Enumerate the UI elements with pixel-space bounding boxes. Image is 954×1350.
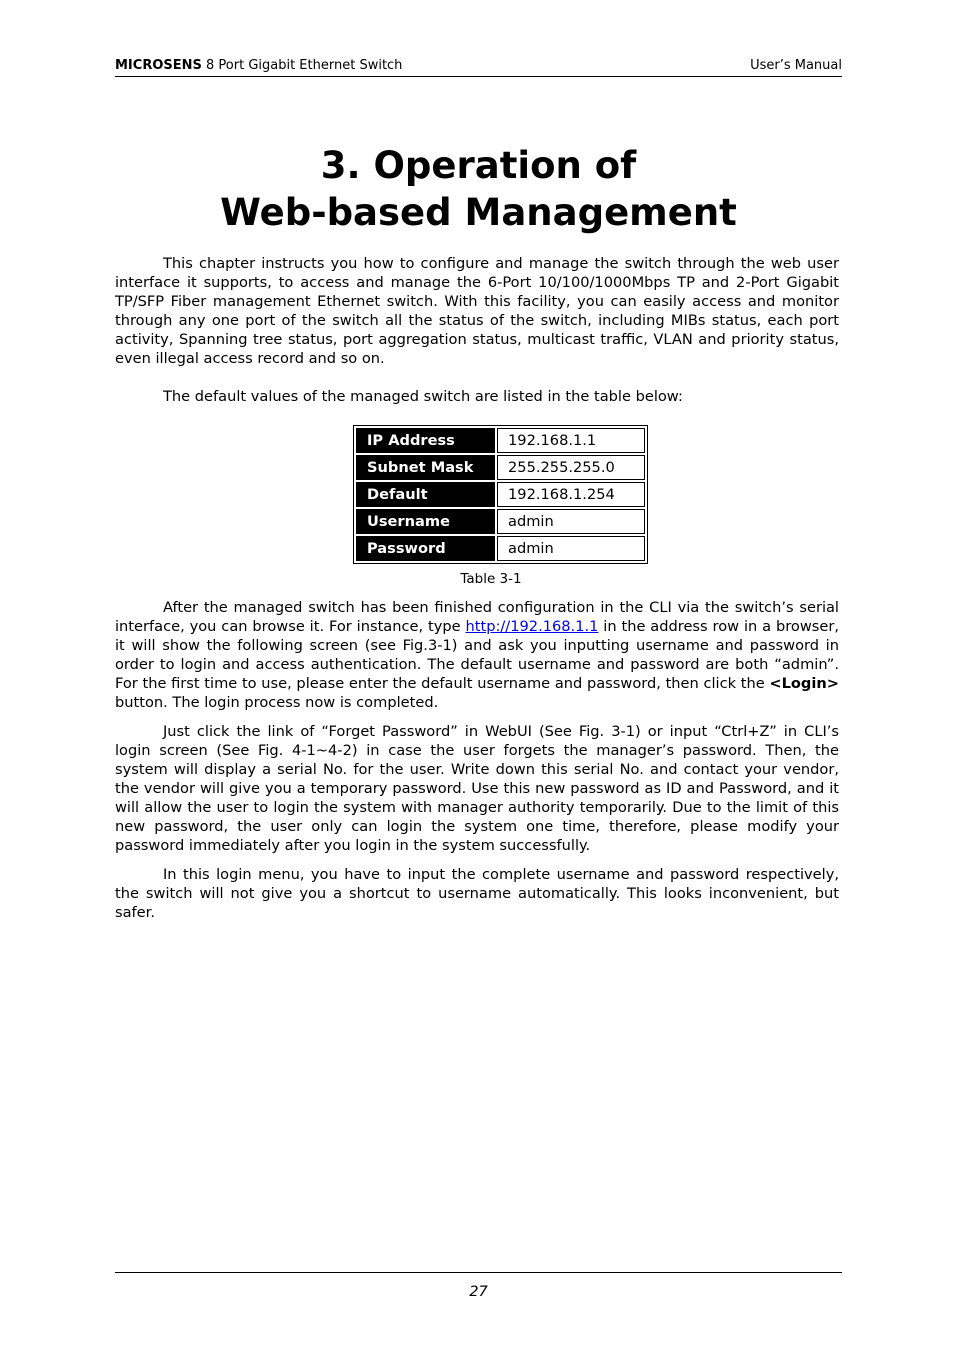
table-key-cell: Password [356, 536, 495, 561]
header-brand: MICROSENS [115, 58, 202, 73]
login-paragraph [115, 598, 839, 712]
defaults-intro-paragraph [115, 387, 839, 406]
table-key-cell: Subnet Mask [356, 455, 495, 480]
table-row [356, 482, 645, 507]
header-product [115, 57, 402, 75]
default-ip-link[interactable]: http://192.168.1.1 [465, 618, 599, 635]
table-value-cell: admin [497, 509, 645, 534]
header-manual: User’s Manual [750, 58, 842, 73]
table-row [356, 455, 645, 480]
login-text-part-1: After the managed switch has been finished configuration in the CLI via the switch’s serial interface, you can browse it. For instance, type [115, 599, 839, 635]
table-row [356, 428, 645, 453]
defaults-table [353, 425, 648, 564]
defaults-intro-text: The default values of the managed switch are listed in the table below: [163, 388, 683, 405]
table-value-cell: 192.168.1.1 [497, 428, 645, 453]
footer-divider [115, 1272, 842, 1273]
intro-text: This chapter instructs you how to configure and manage the switch through the web user interface it supports, to access and manage the 6-Port 10/100/1000Mbps TP and 2-Port Gigabit TP/SFP Fiber management Ethernet switch. With this facility, you can easily access and monitor through any one port of the switch all the status of the switch, including MIBs status, each port activity, Spanning tree status, port aggregation status, multicast traffic, VLAN and priority status, even illegal access record and so on. [115, 255, 839, 367]
chapter-title-line-1: 3. Operation of [320, 144, 637, 187]
table-key-cell: IP Address [356, 428, 495, 453]
page-header [115, 57, 842, 77]
page-number: 27 [469, 1283, 488, 1300]
table-value-cell: admin [497, 536, 645, 561]
table-value-cell: 192.168.1.254 [497, 482, 645, 507]
login-text [115, 598, 839, 712]
table-caption: Table 3-1 [460, 571, 522, 587]
forget-password-paragraph [115, 722, 839, 855]
intro-paragraph [115, 254, 839, 368]
chapter-title [115, 142, 842, 236]
header-product-name: 8 Port Gigabit Ethernet Switch [201, 58, 403, 73]
login-text-part-2: in the address row in a browser, it will show the following screen (see Fig.3-1) and ask you inputting username and password in order to login and access authentication. The default username and password are both “admin”. For the first time to use, please enter the default username and password, then click the [115, 618, 839, 692]
table-key-cell: Default [356, 482, 495, 507]
table-row [356, 536, 645, 561]
table-value-cell: 255.255.255.0 [497, 455, 645, 480]
login-text-part-3: button. The login process now is completed. [115, 694, 439, 711]
table-key-cell: Username [356, 509, 495, 534]
chapter-title-line-2: Web-based Management [220, 191, 737, 234]
table-row [356, 509, 645, 534]
forget-password-text: Just click the link of “Forget Password” in WebUI (See Fig. 3-1) or input “Ctrl+Z” in CLI’s login screen (See Fig. 4-1~4-2) in case the user forgets the manager’s password. Then, the system will display a serial No. for the user. Write down this serial No. and contact your vendor, the vendor will give you a temporary password. Use this new password as ID and Password, and it will allow the user to login the system with manager authority temporarily. Due to the limit of this new password, the user only can login the system one time, therefore, please modify your password immediately after you login in the system successfully. [115, 723, 839, 854]
login-menu-text: In this login menu, you have to input the complete username and password respectively, the switch will not give you a shortcut to username automatically. This looks inconvenient, but safer. [115, 866, 839, 921]
login-button-reference: <Login> [769, 675, 839, 692]
login-menu-paragraph [115, 865, 839, 922]
